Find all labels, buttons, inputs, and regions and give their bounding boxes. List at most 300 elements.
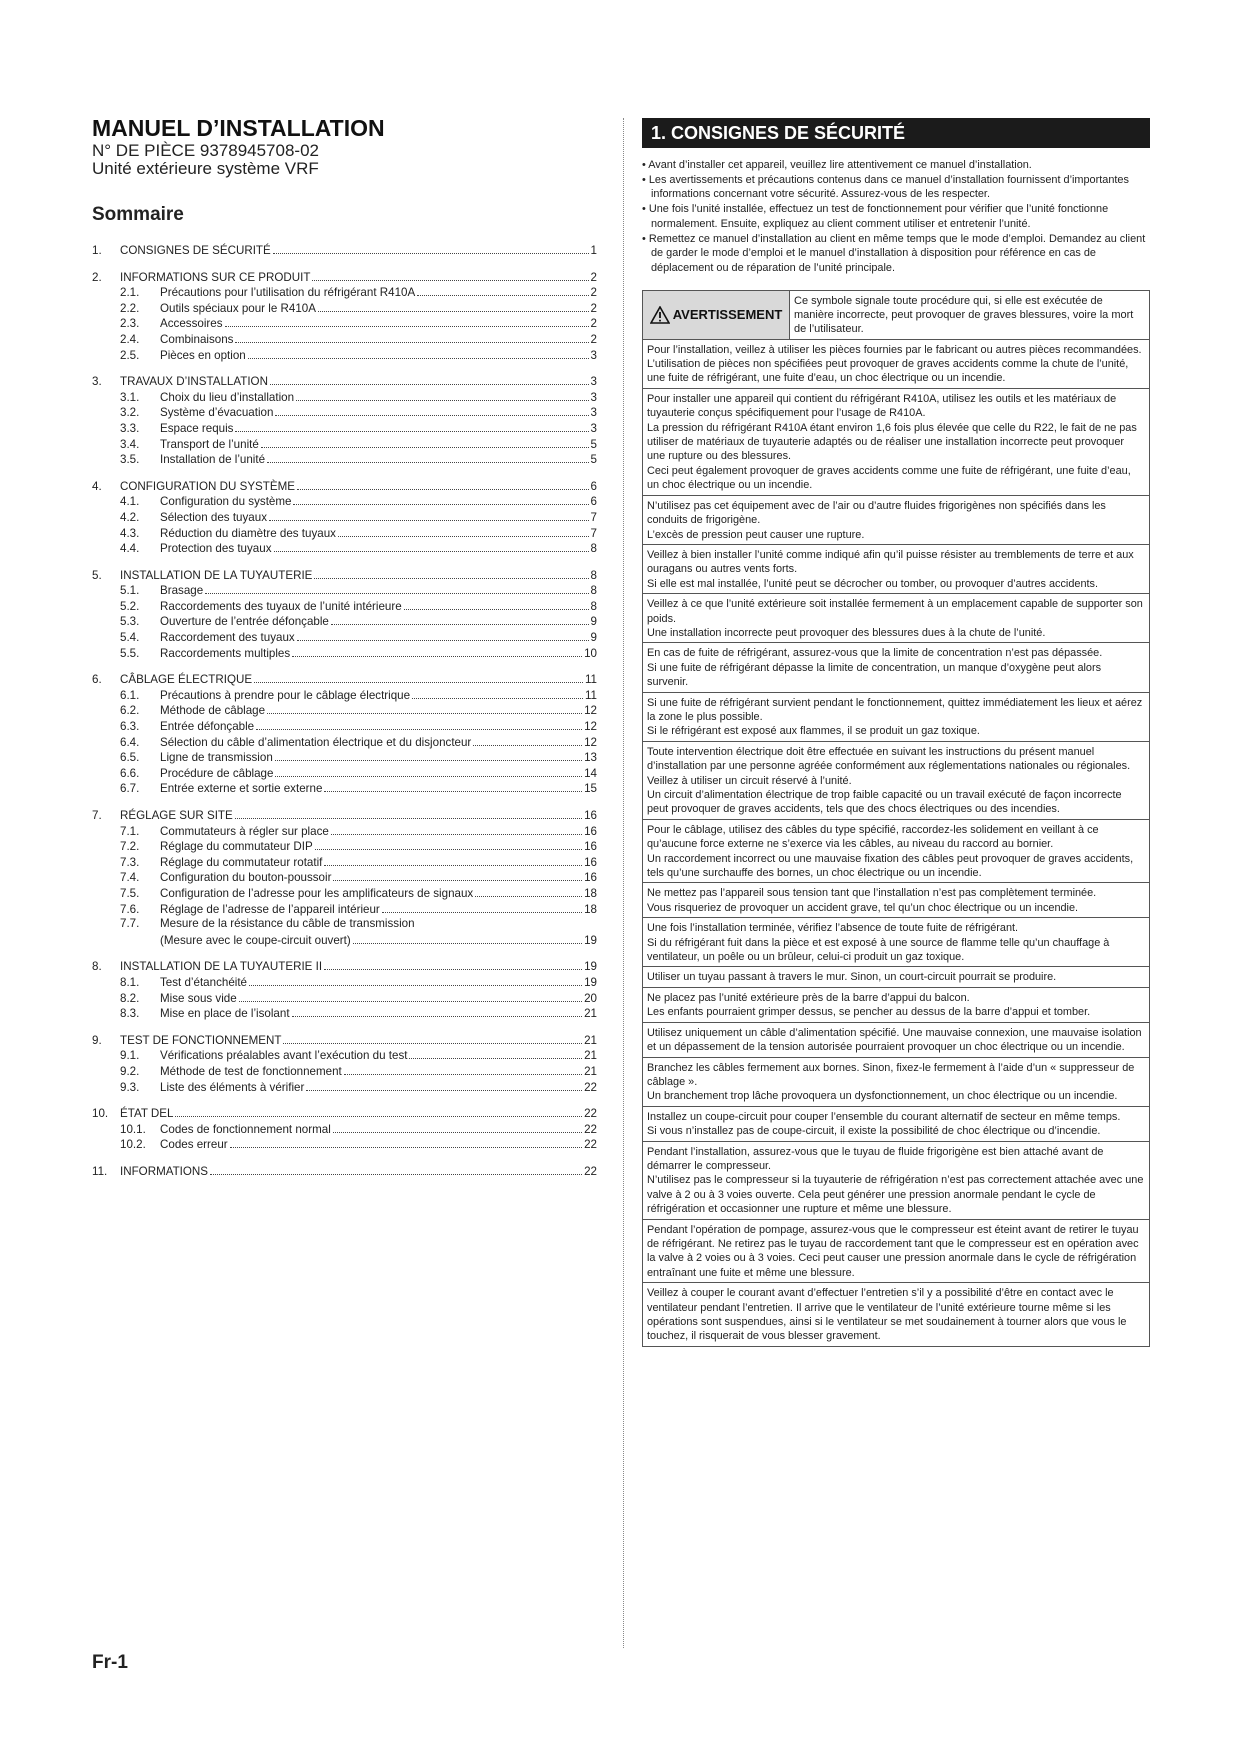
toc-entry [92, 807, 597, 823]
toc-leader [409, 1047, 582, 1059]
toc-number: 11. [92, 1164, 108, 1178]
toc-subentry [92, 284, 597, 300]
warning-box [642, 340, 1150, 389]
toc-leader [333, 869, 582, 881]
toc-leader [306, 1079, 582, 1091]
toc-leader [297, 478, 589, 490]
toc-label: Sélection du câble d’alimentation électrique et du disjoncteur [160, 735, 472, 749]
toc-subentry [92, 613, 597, 629]
toc-label: Configuration du bouton-poussoir [160, 871, 332, 885]
toc-subentry [92, 1079, 597, 1095]
warning-line: Branchez les câbles fermement aux bornes. Sinon, fixez-le fermement à l’aide d’un « suppresseur de câblage ». [647, 1061, 1135, 1088]
toc-page: 22 [584, 1138, 597, 1152]
toc-entry [92, 1163, 597, 1179]
toc-label: Configuration de l’adresse pour les amplificateurs de signaux [160, 886, 474, 900]
toc-entry [92, 1105, 597, 1121]
toc-leader [382, 901, 582, 913]
toc-page: 21 [584, 1049, 597, 1063]
warning-line: Toute intervention électrique doit être effectuée en suivant les instructions du présent manuel d’installation par une personne agréée conformément aux réglementations nationales ou régionales. Veillez à utiliser un circuit réservé à l’unité. [647, 745, 1131, 787]
toc-number: 9.1. [120, 1049, 140, 1063]
toc-label: Procédure de câblage [160, 766, 274, 780]
toc-page: 16 [584, 840, 597, 854]
toc-page: 12 [584, 704, 597, 718]
toc-page: 22 [584, 1107, 597, 1121]
toc-label: Combinaisons [160, 332, 234, 346]
toc-page: 7 [590, 526, 597, 540]
toc-page: 22 [584, 1080, 597, 1094]
toc-label: Outils spéciaux pour le R410A [160, 301, 316, 315]
toc-page: 9 [590, 615, 597, 629]
warning-line: Si vous n’installez pas de coupe-circuit, il existe la possibilité de choc électrique ou d’incendie. [647, 1125, 1101, 1138]
toc-page: 10 [584, 646, 597, 660]
warning-line: Si du réfrigérant fuit dans la pièce et est exposé à une source de flamme telle qu’un chauffage à ventilateur, un poêle ou un brûleur, celui-ci produit un gaz toxique. [647, 936, 1110, 964]
intro-bullet: • Avant d’installer cet appareil, veuillez lire attentivement ce manuel d’installation. [642, 159, 1032, 171]
warning-line: Les enfants pourraient grimper dessus, se pencher au dessus de la barre d’appui et tomber. [647, 1006, 1091, 1019]
warning-line: Ceci peut également provoquer de graves accidents comme une fuite de réfrigérant, une fuite d’eau, un choc électrique ou un incendie. [647, 464, 1131, 492]
toc-leader [324, 958, 582, 970]
summary-heading: Sommaire [92, 204, 184, 225]
toc-label: Codes de fonctionnement normal [160, 1122, 331, 1136]
toc-label: Vérifications préalables avant l’exécution du test [160, 1049, 408, 1063]
toc-page: 8 [590, 599, 597, 613]
toc-leader [273, 242, 589, 254]
toc-page: 21 [584, 1007, 597, 1021]
toc-page: 7 [590, 510, 597, 524]
toc-label: Transport de l’unité [160, 437, 259, 451]
toc-number: 10. [92, 1107, 109, 1121]
toc-number: 3.5. [120, 453, 140, 467]
toc-page: 2 [590, 270, 597, 284]
warning-box [642, 389, 1150, 496]
toc-number: 2. [92, 270, 102, 284]
warning-line: En cas de fuite de réfrigérant, assurez-vous que la limite de concentration n’est pas dépassée. [647, 647, 1103, 660]
toc-number: 2.3. [120, 317, 140, 331]
toc-label: Protection des tuyaux [160, 542, 272, 556]
toc-page: 3 [590, 421, 597, 435]
toc-label: Codes erreur [160, 1138, 228, 1152]
toc-leader [292, 1005, 583, 1017]
toc-page: 3 [590, 375, 597, 389]
toc-leader [175, 1105, 582, 1117]
toc-label: Pièces en option [160, 348, 246, 362]
toc-subentry [92, 1136, 597, 1152]
toc-page: 22 [584, 1122, 597, 1136]
toc-label: Réglage de l’adresse de l’appareil intérieur [160, 902, 380, 916]
toc-label: Mise sous vide [160, 991, 237, 1005]
toc-number: 4.3. [120, 526, 140, 540]
toc-subentry [92, 540, 597, 556]
toc-subentry [92, 645, 597, 661]
warning-box [642, 1058, 1150, 1107]
toc-number: 7.6. [120, 902, 140, 916]
toc-label: Liste des éléments à vérifier [160, 1080, 305, 1094]
toc-subentry [92, 885, 597, 901]
toc-label: RÉGLAGE SUR SITE [120, 809, 233, 822]
toc-label: Choix du lieu d’installation [160, 390, 295, 404]
toc-label: Commutateurs à régler sur place [160, 824, 329, 838]
toc-page: 13 [584, 751, 597, 765]
toc-leader [235, 807, 582, 819]
toc-label: Système d’évacuation [160, 406, 274, 420]
toc-label: INFORMATIONS [120, 1164, 209, 1178]
toc-subentry [92, 869, 597, 885]
toc-number: 4.1. [120, 495, 140, 509]
part-number: N° DE PIÈCE 9378945708-02 [92, 141, 319, 160]
warning-line: Ne mettez pas l’appareil sous tension tant que l’installation n’est pas complètement terminée. [647, 887, 1097, 900]
toc-subentry [92, 749, 597, 765]
toc-leader [275, 749, 582, 761]
toc-number: 3.2. [120, 406, 140, 420]
toc-subentry [92, 1063, 597, 1079]
column-divider [623, 118, 624, 1648]
intro-bullet: • Une fois l’unité installée, effectuez un test de fonctionnement pour vérifier que l’unité fonctionne normalement. Ensuite, expliquez au client comment utiliser et entretenir l’unité. [642, 203, 1109, 230]
toc-section [92, 1105, 597, 1152]
safety-section-heading: 1. CONSIGNES DE SÉCURITÉ [642, 118, 1150, 148]
toc-subentry [92, 932, 597, 948]
toc-page: 9 [590, 631, 597, 645]
right-column [642, 118, 1150, 1347]
toc-page: 14 [584, 766, 597, 780]
toc-number: 2.1. [120, 286, 140, 300]
toc-leader [338, 525, 589, 537]
warning-box [642, 918, 1150, 967]
toc-subentry [92, 493, 597, 509]
toc-leader [475, 885, 582, 897]
toc-subentry [92, 582, 597, 598]
toc-page: 18 [584, 902, 597, 916]
toc-page: 5 [590, 437, 597, 451]
toc-number: 2.2. [120, 301, 140, 315]
toc-leader [269, 509, 589, 521]
toc-label: Mesure de la résistance du câble de transmission [160, 917, 415, 931]
toc-entry [92, 373, 597, 389]
warning-line: N’utilisez pas cet équipement avec de l’air ou d’autre fluides frigorigènes non spécifiés dans les conduits de frigorigène. [647, 499, 1106, 527]
toc-number: 8.1. [120, 975, 140, 989]
warning-label [643, 291, 790, 339]
toc-page: 16 [584, 824, 597, 838]
toc-number: 7.7. [120, 917, 140, 931]
toc-leader [353, 932, 582, 944]
warning-line: Un branchement trop lâche provoquera un dysfonctionnement, un choc électrique ou un incendie. [647, 1090, 1118, 1103]
toc-leader [331, 823, 582, 835]
toc-number: 5.5. [120, 646, 140, 660]
toc-leader [331, 613, 589, 625]
toc-number: 6.6. [120, 766, 140, 780]
toc-page: 5 [590, 453, 597, 467]
toc-label: Ligne de transmission [160, 751, 273, 765]
manual-title: MANUEL D’INSTALLATION [92, 115, 385, 141]
toc-leader [283, 1032, 582, 1044]
toc-subentry [92, 765, 597, 781]
toc-leader [210, 1163, 582, 1175]
toc-leader [267, 702, 582, 714]
toc-label: Espace requis [160, 421, 234, 435]
toc-leader [315, 838, 582, 850]
toc-leader [312, 269, 588, 281]
warning-line: Pour l’installation, veillez à utiliser les pièces fournies par le fabricant ou autres pièces recommandées. [647, 343, 1142, 356]
warning-box [642, 883, 1150, 918]
toc-leader [274, 540, 589, 552]
toc-number: 4.2. [120, 510, 140, 524]
toc-leader [239, 990, 582, 1002]
toc-entry [92, 478, 597, 494]
toc-label: Réglage du commutateur DIP [160, 840, 313, 854]
toc-number: 6.4. [120, 735, 140, 749]
warning-box [642, 1023, 1150, 1058]
toc-label: Mise en place de l’isolant [160, 1007, 290, 1021]
warning-list [642, 340, 1150, 1347]
toc-number: 8. [92, 960, 102, 974]
toc-subentry [92, 687, 597, 703]
toc-number: 5.4. [120, 631, 140, 645]
toc-entry [92, 1032, 597, 1048]
toc-subentry [92, 901, 597, 917]
warning-line: Si le réfrigérant est exposé aux flammes, il se produit un gaz toxique. [647, 725, 980, 738]
toc-label: ÉTAT DEL [120, 1107, 174, 1121]
warning-triangle-icon [650, 306, 670, 324]
toc-leader [404, 598, 589, 610]
intro-bullet: • Remettez ce manuel d’installation au client en même temps que le mode d’emploi. Demandez au client de garder le mode d’emploi et le manuel d’installation à disposition pour référence en cas de déplacement ou de réparation de l’unité principale. [642, 232, 1146, 274]
toc-page: 2 [590, 317, 597, 331]
toc-page: 8 [590, 542, 597, 556]
toc-leader [296, 389, 588, 401]
toc-number: 6. [92, 673, 102, 687]
toc-leader [248, 347, 589, 359]
toc-subentry [92, 1121, 597, 1137]
warning-line: Si elle est mal installée, l’unité peut se décrocher ou tomber, ou provoquer d’autres accidents. [647, 577, 1099, 590]
page-number: Fr-1 [92, 1652, 128, 1673]
toc-number: 10.1. [120, 1122, 146, 1136]
toc-number: 1. [92, 244, 102, 257]
toc-number: 6.3. [120, 720, 140, 734]
toc-subentry [92, 854, 597, 870]
toc-number: 7.1. [120, 824, 140, 838]
toc-leader [249, 974, 582, 986]
toc-page: 20 [584, 991, 597, 1005]
toc-entry [92, 671, 597, 687]
toc-page: 21 [584, 1033, 597, 1047]
warning-box [642, 1107, 1150, 1142]
toc-number: 8.3. [120, 1007, 140, 1021]
warning-legend [642, 290, 1150, 340]
toc-page: 16 [584, 855, 597, 869]
toc-leader [344, 1063, 582, 1075]
toc-entry [92, 567, 597, 583]
toc-number: 7. [92, 809, 102, 822]
toc-subentry [92, 823, 597, 839]
toc-subentry [92, 436, 597, 452]
toc-page: 12 [584, 720, 597, 734]
warning-line: Pour le câblage, utilisez des câbles du type spécifié, raccordez-les solidement en veillant à ce qu’aucune force externe ne s’exerce via les câbles, au niveau du raccord au bornier. [647, 823, 1099, 851]
toc-page: 8 [590, 584, 597, 598]
toc-page: 1 [590, 244, 597, 257]
toc-label: TEST DE FONCTIONNEMENT [120, 1033, 282, 1047]
toc-number: 5.2. [120, 599, 140, 613]
toc-entry [92, 242, 597, 258]
toc-leader [324, 854, 582, 866]
warning-line: Si une fuite de réfrigérant dépasse la limite de concentration, un manque d’oxygène peut alors survenir. [647, 661, 1102, 689]
toc-number: 9.2. [120, 1064, 140, 1078]
toc-number: 2.4. [120, 332, 140, 346]
toc-label: Sélection des tuyaux [160, 510, 267, 524]
warning-label-text: AVERTISSEMENT [672, 307, 783, 323]
toc-label: Test d’étanchéité [160, 975, 248, 989]
toc-page: 16 [584, 871, 597, 885]
toc-leader [261, 436, 589, 448]
warning-line: Pendant l’opération de pompage, assurez-vous que le compresseur est éteint avant de retirer le tuyau de réfrigérant. Ne retirez pas le tuyau de raccordement tant que le compresseur est en opération avec la valve à 2 voies ou à 3 voies. Ceci peut causer une pression anormale dans le cycle de réfrigération entraînant une fuite et même une blessure. [647, 1223, 1139, 1279]
toc-section [92, 567, 597, 661]
intro-bullet: • Les avertissements et précautions contenus dans ce manuel d’installation fournissent d’importantes informations concernant votre sécurité. Assurez-vous de les respecter. [642, 173, 1129, 201]
warning-box [642, 643, 1150, 692]
toc-leader [314, 567, 588, 579]
warning-box [642, 594, 1150, 643]
left-column [92, 114, 597, 1189]
warning-line: Une installation incorrecte peut provoquer des blessures dues à la chute de l’unité. [647, 626, 1046, 639]
toc-label: INSTALLATION DE LA TUYAUTERIE II [120, 960, 323, 974]
toc-entry [92, 958, 597, 974]
toc-number: 6.7. [120, 782, 140, 796]
toc-label: CONSIGNES DE SÉCURITÉ [120, 244, 271, 257]
toc-page: 18 [584, 886, 597, 900]
toc-number: 7.5. [120, 886, 140, 900]
toc-subentry [92, 974, 597, 990]
toc-page: 6 [590, 479, 597, 493]
toc-page: 2 [590, 301, 597, 315]
toc-leader [297, 629, 589, 641]
toc-leader [270, 373, 589, 385]
toc-number: 5.1. [120, 584, 140, 598]
toc-number: 3.3. [120, 421, 140, 435]
toc-entry [92, 269, 597, 285]
warning-line: Pendant l’installation, assurez-vous que le tuyau de fluide frigorigène est bien attaché avant de démarrer le compresseur. [647, 1145, 1104, 1172]
toc-leader [230, 1136, 582, 1148]
toc-page: 15 [584, 782, 597, 796]
toc-subentry [92, 509, 597, 525]
warning-line: Si une fuite de réfrigérant survient pendant le fonctionnement, quittez immédiatement les lieux et aérez la zone le plus possible. [647, 696, 1143, 723]
toc-number: 4. [92, 479, 102, 493]
toc-page: 22 [584, 1164, 597, 1178]
toc-section [92, 1163, 597, 1179]
warning-box [642, 820, 1150, 884]
toc-page: 8 [590, 568, 597, 582]
toc-label: CONFIGURATION DU SYSTÈME [120, 479, 295, 493]
toc-label: Installation de l’unité [160, 453, 266, 467]
toc-subentry [92, 404, 597, 420]
warning-line: N’utilisez pas le compresseur si la tuyauterie de réfrigération n’est pas correctement attachée avec une valve à 2 ou à 3 voies ouverte. Cela peut générer une pression anormale pendant le cycle de réfrigération et occasionner une rupture et même une blessure. [647, 1174, 1144, 1216]
warning-line: Un raccordement incorrect ou une mauvaise fixation des câbles peut provoquer de graves accidents, tels qu’une surchauffe des bornes, un choc électrique ou un incendie. [647, 852, 1134, 880]
toc-number: 3.1. [120, 390, 140, 404]
toc-section [92, 373, 597, 467]
toc-label: Raccordements multiples [160, 646, 291, 660]
toc-number: 7.4. [120, 871, 140, 885]
toc-leader [256, 718, 582, 730]
warning-box [642, 496, 1150, 545]
toc-leader [412, 687, 583, 699]
toc-page: 19 [584, 933, 597, 947]
toc-number: 7.3. [120, 855, 140, 869]
toc-label: Accessoires [160, 317, 223, 331]
toc-number: 7.2. [120, 840, 140, 854]
toc-subentry [92, 780, 597, 796]
toc-subentry [92, 1047, 597, 1063]
toc-label: Raccordements des tuyaux de l’unité intérieure [160, 599, 402, 613]
toc-label: INFORMATIONS SUR CE PRODUIT [120, 270, 311, 284]
toc-subentry [92, 389, 597, 405]
toc-number: 5. [92, 568, 102, 582]
toc-label: CÂBLAGE ÉLECTRIQUE [120, 673, 253, 687]
toc-subentry [92, 598, 597, 614]
toc-page: 6 [590, 495, 597, 509]
toc-number: 6.1. [120, 688, 140, 702]
toc-leader [267, 451, 588, 463]
toc-leader [205, 582, 588, 594]
warning-line: Utiliser un tuyau passant à travers le mur. Sinon, un court-circuit pourrait se produire. [647, 971, 1057, 984]
toc-label: Méthode de câblage [160, 704, 266, 718]
warning-box [642, 1283, 1150, 1347]
toc-number: 6.5. [120, 751, 140, 765]
toc-leader [235, 420, 588, 432]
toc-page: 19 [584, 975, 597, 989]
toc-subentry [92, 838, 597, 854]
toc-number: 8.2. [120, 991, 140, 1005]
toc-leader [318, 300, 589, 312]
toc-subentry [92, 525, 597, 541]
toc-subentry [92, 331, 597, 347]
warning-line: Un circuit d’alimentation électrique de trop faible capacité ou un travail exécuté de façon incorrecte peut provoquer de graves accidents, tels que des chocs électriques ou des incendies. [647, 789, 1122, 816]
warning-line: L’utilisation de pièces non spécifiées peut provoquer de graves accidents comme la chute de l’unité, une fuite de réfrigérant, une fuite d’eau, un choc électrique ou un incendie. [647, 358, 1129, 385]
toc-subentry [92, 702, 597, 718]
warning-line: Ne placez pas l’unité extérieure près de la barre d’appui du balcon. [647, 991, 970, 1004]
warning-description: Ce symbole signale toute procédure qui, si elle est exécutée de manière incorrecte, peut provoquer de graves blessures, voire la mort de l’utilisateur. [794, 294, 1134, 335]
warning-line: Pour installer une appareil qui contient du réfrigérant R410A, utilisez les outils et les matériaux de tuyauterie conçus spécifiquement pour l’usage de R410A. [647, 392, 1117, 420]
toc-leader [473, 734, 582, 746]
toc-subentry [92, 300, 597, 316]
toc-number: 5.3. [120, 615, 140, 629]
toc-page: 19 [584, 960, 597, 974]
toc-number: 3. [92, 375, 102, 389]
warning-box [642, 742, 1150, 820]
toc-page: 11 [584, 673, 597, 687]
toc-label: Brasage [160, 584, 204, 598]
warning-box [642, 1142, 1150, 1220]
toc-section [92, 242, 597, 258]
toc-leader [292, 645, 582, 657]
toc-number: 9.3. [120, 1080, 140, 1094]
warning-line: La pression du réfrigérant R410A étant environ 1,6 fois plus élevée que celle du R22, le fait de ne pas utiliser de matériaux de tuyauterie adaptés ou de réaliser une installation incorrecte peut provoquer une rupture ou des blessures. [647, 421, 1137, 463]
toc-label: Entrée défonçable [160, 720, 255, 734]
toc-page: 3 [590, 348, 597, 362]
toc-page: 2 [590, 286, 597, 300]
warning-line: Utilisez uniquement un câble d’alimentation spécifié. Une mauvaise connexion, une mauvaise isolation et un dépassement de la tension autorisée pourraient provoquer un choc électrique ou un incendie. [647, 1026, 1142, 1054]
safety-intro [642, 158, 1150, 276]
warning-box [642, 1220, 1150, 1284]
toc-page: 12 [584, 735, 597, 749]
toc-label: (Mesure avec le coupe-circuit ouvert) [160, 933, 351, 947]
toc-section [92, 671, 597, 796]
warning-line: Veillez à ce que l’unité extérieure soit installée fermement à un emplacement capable de supporter son poids. [647, 598, 1143, 625]
toc-label: INSTALLATION DE LA TUYAUTERIE [120, 568, 313, 582]
toc-label: Réglage du commutateur rotatif [160, 855, 323, 869]
unit-subtitle: Unité extérieure système VRF [92, 159, 319, 178]
warning-line: Vous risqueriez de provoquer un accident grave, tel qu’un choc électrique ou un incendie. [647, 901, 1079, 914]
toc-section [92, 958, 597, 1020]
warning-line: L’excès de pression peut causer une rupture. [647, 528, 865, 541]
toc-leader [235, 331, 588, 343]
toc-section [92, 1032, 597, 1094]
toc-label: TRAVAUX D’INSTALLATION [120, 375, 268, 389]
toc-leader [333, 1121, 582, 1133]
toc-page: 2 [590, 332, 597, 346]
